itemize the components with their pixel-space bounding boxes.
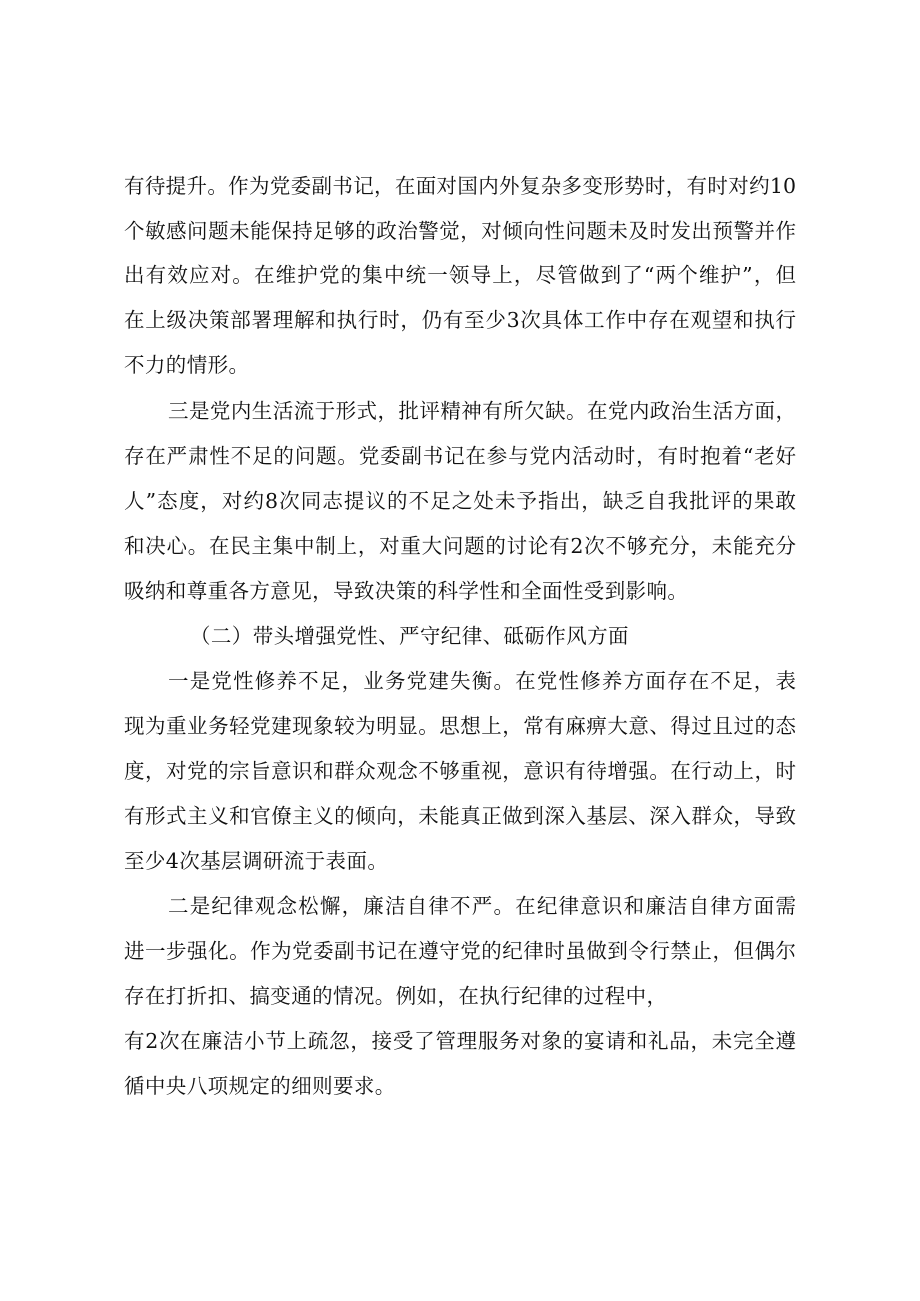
text-line: 个敏感问题未能保持足够的政治警觉，对倾向性问题未及时发出预警并作 [124, 219, 796, 243]
text-line: 有待提升。作为党委副书记，在面对国内外复杂多变形势时，有时对约10 [124, 174, 796, 198]
paragraph-start-line: 一是党性修养不足，业务党建失衡。在党性修养方面存在不足，表 [168, 669, 796, 693]
text-line: 在上级决策部署理解和执行时，仍有至少3次具体工作中存在观望和执行 [124, 308, 796, 332]
text-line: 存在打折扣、搞变通的情况。例如，在执行纪律的过程中， [124, 984, 668, 1008]
text-line: 和决心。在民主集中制上，对重大问题的讨论有2次不够充分，未能充分 [124, 534, 796, 558]
text-line: 循中央八项规定的细则要求。 [124, 1074, 396, 1098]
text-line: 有2次在廉洁小节上疏忽，接受了管理服务对象的宴请和礼品，未完全遵 [124, 1029, 796, 1053]
text-line: 至少4次基层调研流于表面。 [124, 849, 389, 873]
paragraph-start-line: 二是纪律观念松懈，廉洁自律不严。在纪律意识和廉洁自律方面需 [168, 894, 796, 918]
text-line: 出有效应对。在维护党的集中统一领导上，尽管做到了“两个维护”，但 [124, 263, 796, 287]
text-line: 人”态度，对约8次同志提议的不足之处未予指出，缺乏自我批评的果敢 [124, 489, 796, 513]
text-line: 吸纳和尊重各方意见，导致决策的科学性和全面性受到影响。 [124, 579, 689, 603]
section-heading: （二）带头增强党性、严守纪律、砥砺作风方面 [190, 624, 629, 648]
text-line: 现为重业务轻党建现象较为明显。思想上，常有麻痹大意、得过且过的态 [124, 714, 796, 738]
paragraph-start-line: 三是党内生活流于形式，批评精神有所欠缺。在党内政治生活方面， [168, 399, 796, 423]
text-line: 有形式主义和官僚主义的倾向，未能真正做到深入基层、深入群众，导致 [124, 804, 796, 828]
text-line: 不力的情形。 [124, 353, 250, 377]
text-line: 进一步强化。作为党委副书记在遵守党的纪律时虽做到令行禁止，但偶尔 [124, 939, 796, 963]
text-line: 存在严肃性不足的问题。党委副书记在参与党内活动时，有时抱着“老好 [124, 444, 796, 468]
text-line: 度，对党的宗旨意识和群众观念不够重视，意识有待增强。在行动上，时 [124, 759, 796, 783]
